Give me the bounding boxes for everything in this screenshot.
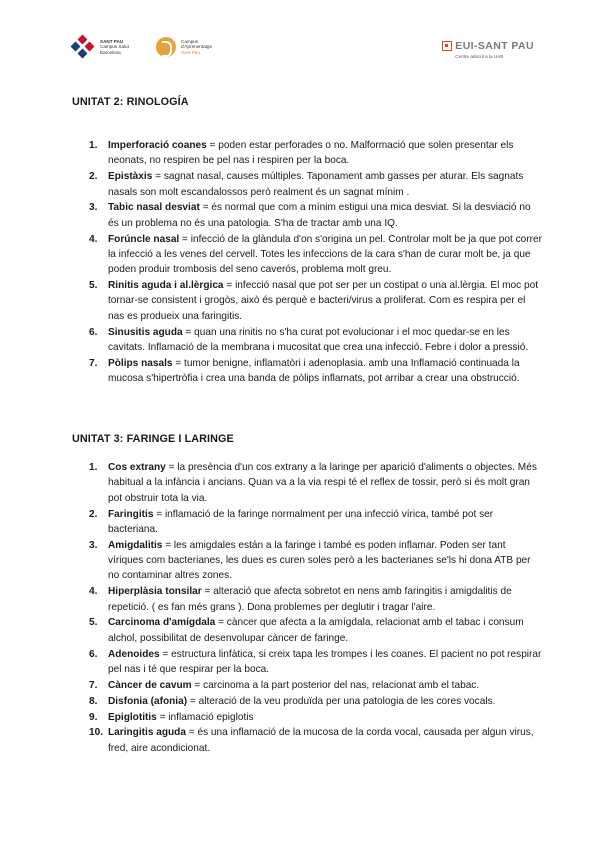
- item-number: 6.: [89, 648, 98, 660]
- item-term: Adenoides: [108, 648, 160, 660]
- list-item: [72, 356, 542, 387]
- list-item: [72, 615, 542, 646]
- unit3-list: [72, 460, 542, 757]
- eui-mark-icon: [442, 41, 452, 51]
- unit2-list: [72, 138, 542, 387]
- item-number: 5.: [89, 617, 98, 629]
- list-item: [72, 725, 542, 756]
- item-number: 10.: [89, 727, 104, 739]
- item-description: = alteració de la veu produïda per una patologia de les cores vocals.: [187, 695, 496, 707]
- item-description: = quan una rinitis no s'ha curat pot evolucionar i el moc quedar-se en les cavitats. Inflamació de la membrana i mucositat que crea una infecció. Febre i dolor a pressió.: [108, 326, 529, 353]
- item-description: = alteració que afecta sobretot en nens amb faringitis i amigdalitis de repetició. ( es fan més grans ). Dona problemes per deglutir i tragar l'aire.: [108, 586, 512, 613]
- list-item: [72, 232, 542, 278]
- santpau-logo: [72, 36, 142, 58]
- item-description: = infecció nasal que pot ser per un costipat o una al.lèrgia. El moc pot tornar-se consistent i grogòs, això és perquè e bacteri/virus a proliferat. Com es respira per el nas es produeix una faringitis.: [108, 280, 539, 322]
- item-number: 1.: [89, 462, 98, 473]
- campus-logo-line2: d'Aprenentatge: [181, 44, 213, 50]
- item-term: Cos extrany: [108, 462, 166, 473]
- item-number: 7.: [89, 357, 98, 369]
- item-number: 3.: [89, 539, 98, 551]
- list-item: [72, 584, 542, 615]
- item-number: 6.: [89, 326, 98, 338]
- item-term: Laringitis aguda: [108, 727, 186, 739]
- eui-logo: [442, 40, 534, 59]
- santpau-logo-line1: SANT PAU: [100, 38, 124, 44]
- item-description: = és una inflamació de la mucosa de la corda vocal, causada per algun virus, fred, aire acondicionat.: [108, 727, 534, 754]
- campus-logo-line3: Sant Pau: [181, 49, 200, 55]
- item-number: 9.: [89, 711, 98, 723]
- santpau-logo-line3: Barcelona: [100, 49, 121, 55]
- item-number: 4.: [89, 586, 98, 598]
- item-term: Imperforació coanes: [108, 140, 207, 151]
- list-item: [72, 460, 542, 506]
- item-description: = sagnat nasal, causes múltiples. Taponament amb gasses per aturar. Els sagnats nasals son molt escandalossos però realment és un sagnat mínim .: [108, 171, 524, 198]
- item-term: Tabic nasal desviat: [108, 202, 200, 214]
- item-number: 3.: [89, 202, 98, 214]
- eui-logo-subtitle: Centre adscrit a la UAB: [455, 54, 504, 59]
- item-description: = carcinoma a la part posterior del nas, relacionat amb el tabac.: [191, 679, 480, 691]
- item-description: = poden estar perforades o no. Malformació que solen presentar els neonats, no respiren be pel nas i respiren per la boca.: [108, 140, 514, 167]
- item-description: = les amigdales están a la faringe i també es poden inflamar. Poden ser tant víriques com bacterianes, les dues es curen soles però a les bacterianes se'ls hi dona ATB per no contaminar altres zones.: [108, 539, 531, 582]
- campus-logo: [156, 37, 231, 57]
- santpau-mark-icon: [72, 36, 94, 58]
- item-description: = la presència d'un cos extrany a la laringe per aparició d'aliments o objectes. Més habitual a la infància i ancians. Quan va a la via respi té el reflex de tossir, però si és molt gran pot obstruir tota la via.: [108, 462, 537, 504]
- item-number: 2.: [89, 508, 98, 520]
- item-term: Càncer de cavum: [108, 679, 192, 691]
- santpau-logo-text: [100, 39, 142, 55]
- list-item: [72, 678, 542, 693]
- unit3-title: UNITAT 3: FARINGE I LARINGE: [72, 433, 234, 445]
- item-description: = inflamació de la faringe normalment per una infecció vírica, també pot ser bacteriana.: [108, 508, 494, 535]
- list-item: [72, 278, 542, 324]
- unit2-title: UNITAT 2: RINOLOGÍA: [72, 96, 189, 108]
- item-term: Faringitis: [108, 508, 154, 520]
- campus-logo-line1: Campus: [181, 38, 199, 44]
- item-term: Carcinoma d'amígdala: [108, 617, 216, 629]
- item-term: Disfonia (afonia): [108, 695, 188, 707]
- item-term: Hiperplàsia tonsilar: [108, 586, 202, 598]
- list-item: [72, 325, 542, 356]
- item-description: = tumor benigne, inflamatòri i adenoplasia. amb una Inflamació continuada la mucosa s'hipertròfia i crea una banda de pòlips inflamats, pot arribar a crear una obstrucció.: [108, 357, 520, 385]
- item-number: 8.: [89, 695, 98, 707]
- item-description: = inflamació epiglotis: [156, 711, 254, 723]
- logo-group-left: [72, 36, 231, 58]
- item-number: 7.: [89, 679, 98, 691]
- item-description: = càncer que afecta a la amígdala, relacionat amb el tabac i consum alchol, possibilitat de desenvolupar càncer de faringe.: [108, 617, 524, 644]
- item-number: 2.: [89, 171, 98, 183]
- campus-logo-text: [181, 39, 231, 55]
- item-description: = estructura linfàtica, si creix tapa les trompes i les coanes. El pacient no pot respirar pel nas i té que respirar per la boca.: [108, 648, 542, 675]
- item-description: = és normal que com a mínim estigui una mica desviat. Si la desviació no és un problema no és una patologia. S'ha de tractar amb una IQ.: [108, 202, 531, 229]
- list-item: [72, 694, 542, 709]
- item-number: 1.: [89, 140, 98, 151]
- item-number: 5.: [89, 280, 98, 292]
- list-item: [72, 169, 542, 200]
- page-header: [0, 36, 600, 66]
- item-term: Epistàxis: [108, 171, 153, 183]
- item-term: Amigdalitis: [108, 539, 163, 551]
- item-number: 4.: [89, 233, 98, 245]
- list-item: [72, 507, 542, 538]
- list-item: [72, 538, 542, 584]
- list-item: [72, 647, 542, 678]
- item-term: Forúncle nasal: [108, 233, 180, 245]
- campus-mark-icon: [156, 37, 176, 57]
- item-term: Epiglotitis: [108, 711, 157, 723]
- list-item: [72, 200, 542, 231]
- item-term: Sinusitis aguda: [108, 326, 183, 338]
- santpau-logo-line2: Campus Salut: [100, 44, 129, 50]
- list-item: [72, 138, 542, 169]
- eui-logo-name: EUI-SANT PAU: [455, 40, 534, 52]
- list-item: [72, 710, 542, 725]
- item-term: Pòlips nasals: [108, 357, 173, 369]
- item-description: = infecció de la glàndula d'on s'origina un pel. Controlar molt be ja que pot correr la infecció a les venes del cervell. Totes les infeccions de la cara s'han de curar molt be, ja que poden produir trombosis del seno caverós, problema molt greu.: [108, 233, 542, 276]
- item-term: Rinitis aguda i al.lèrgica: [108, 280, 224, 292]
